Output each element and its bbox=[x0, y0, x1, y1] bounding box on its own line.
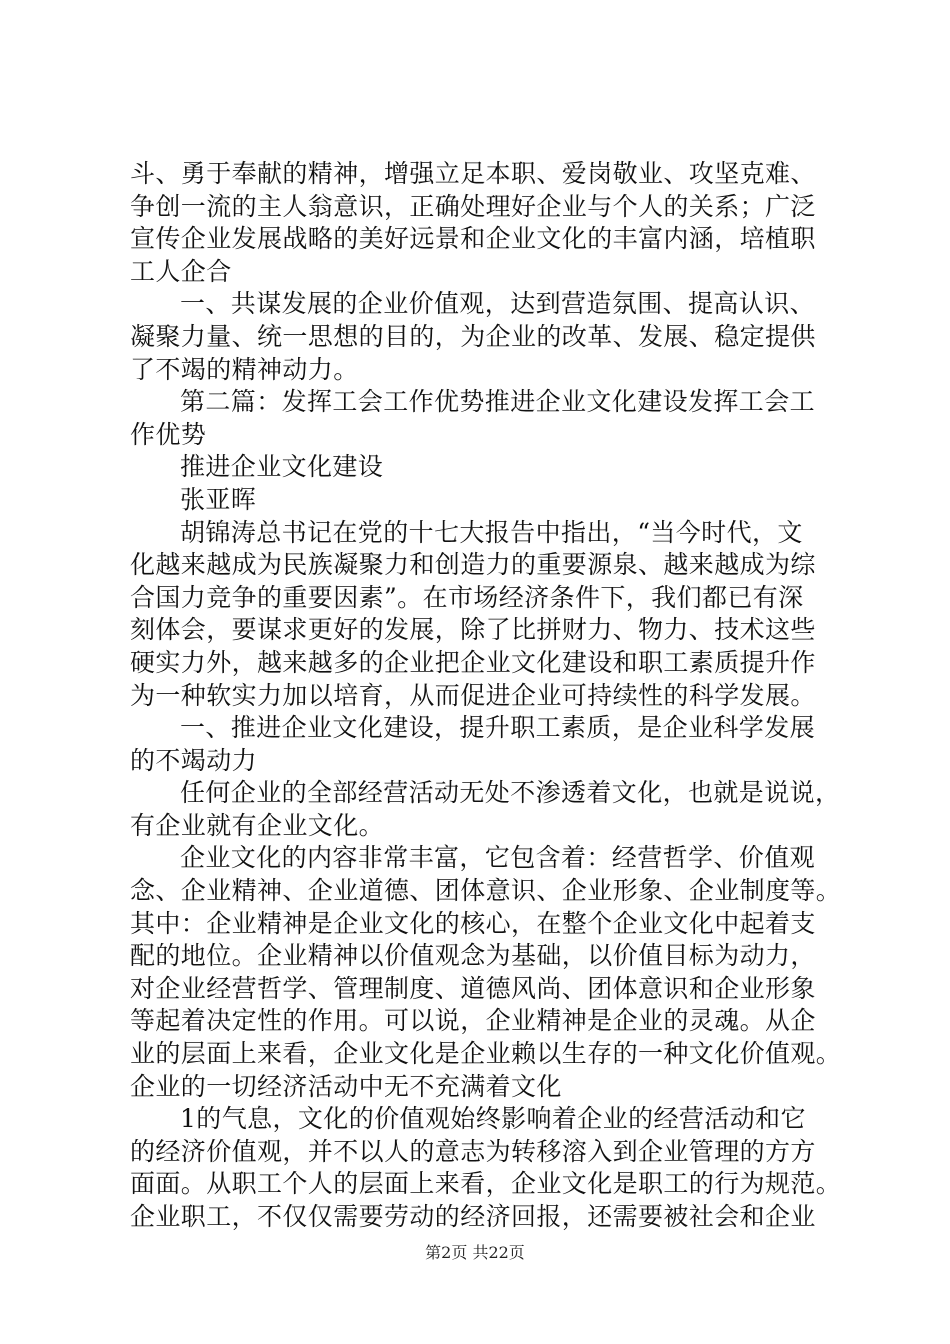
text-line: 争创一流的主人翁意识，正确处理好企业与个人的关系；广泛 bbox=[130, 191, 816, 221]
author-name: 张亚晖 bbox=[180, 484, 257, 514]
section-heading: 作优势 bbox=[130, 419, 207, 449]
text-line: 企业职工，不仅仅需要劳动的经济回报，还需要被社会和企业 bbox=[130, 1202, 816, 1231]
text-line: 化越来越成为民族凝聚力和创造力的重要源泉、越来越成为综 bbox=[130, 550, 816, 580]
text-line: 任何企业的全部经营活动无处不渗透着文化，也就是说说， bbox=[180, 778, 841, 808]
text-line: 企业文化的内容非常丰富，它包含着：经营哲学、价值观 bbox=[180, 843, 816, 873]
subheading: 的不竭动力 bbox=[130, 745, 258, 775]
text-line: 配的地位。企业精神以价值观念为基础，以价值目标为动力， bbox=[130, 941, 816, 971]
text-line: 工人企合 bbox=[130, 256, 232, 286]
section-heading: 第二篇：发挥工会工作优势推进企业文化建设发挥工会工 bbox=[180, 387, 816, 417]
text-line: 的经济价值观，并不以人的意志为转移溶入到企业管理的方方 bbox=[130, 1136, 816, 1166]
text-line: 对企业经营哲学、管理制度、道德风尚、团体意识和企业形象 bbox=[130, 973, 816, 1003]
text-line: 其中：企业精神是企业文化的核心，在整个企业文化中起着支 bbox=[130, 908, 816, 938]
text-line: 1的气息，文化的价值观始终影响着企业的经营活动和它 bbox=[180, 1104, 806, 1134]
text-line: 了不竭的精神动力。 bbox=[130, 354, 359, 384]
text-line: 一、共谋发展的企业价值观，达到营造氛围、提高认识、 bbox=[180, 289, 816, 319]
text-line: 企业的一切经济活动中无不充满着文化 bbox=[130, 1071, 562, 1101]
text-line: 业的层面上来看，企业文化是企业赖以生存的一种文化价值观。 bbox=[130, 1039, 842, 1069]
text-line: 凝聚力量、统一思想的目的，为企业的改革、发展、稳定提供 bbox=[130, 321, 816, 351]
text-line: 等起着决定性的作用。可以说，企业精神是企业的灵魂。从企 bbox=[130, 1006, 816, 1036]
text-line: 刻体会，要谋求更好的发展，除了比拼财力、物力、技术这些 bbox=[130, 615, 816, 645]
text-line: 斗、勇于奉献的精神，增强立足本职、爱岗敬业、攻坚克难、 bbox=[130, 159, 816, 188]
text-line: 面面。从职工个人的层面上来看，企业文化是职工的行为规范。 bbox=[130, 1169, 842, 1199]
text-line: 宣传企业发展战略的美好远景和企业文化的丰富内涵，培植职 bbox=[130, 224, 816, 254]
text-line: 有企业就有企业文化。 bbox=[130, 810, 385, 840]
document-body bbox=[130, 158, 842, 1234]
text-line: 为一种软实力加以培育，从而促进企业可持续性的科学发展。 bbox=[130, 680, 816, 710]
text-line: 硬实力外，越来越多的企业把企业文化建设和职工素质提升作 bbox=[130, 647, 816, 677]
page-number-footer: 第2页 共22页 bbox=[425, 1243, 525, 1262]
article-title: 推进企业文化建设 bbox=[180, 452, 384, 482]
text-line: 念、企业精神、企业道德、团体意识、企业形象、企业制度等。 bbox=[130, 876, 842, 906]
subheading: 一、推进企业文化建设，提升职工素质，是企业科学发展 bbox=[180, 713, 816, 743]
text-line: 胡锦涛总书记在党的十七大报告中指出，“当今时代，文 bbox=[180, 517, 803, 547]
text-line: 合国力竞争的重要因素”。在市场经济条件下，我们都已有深 bbox=[130, 582, 804, 612]
